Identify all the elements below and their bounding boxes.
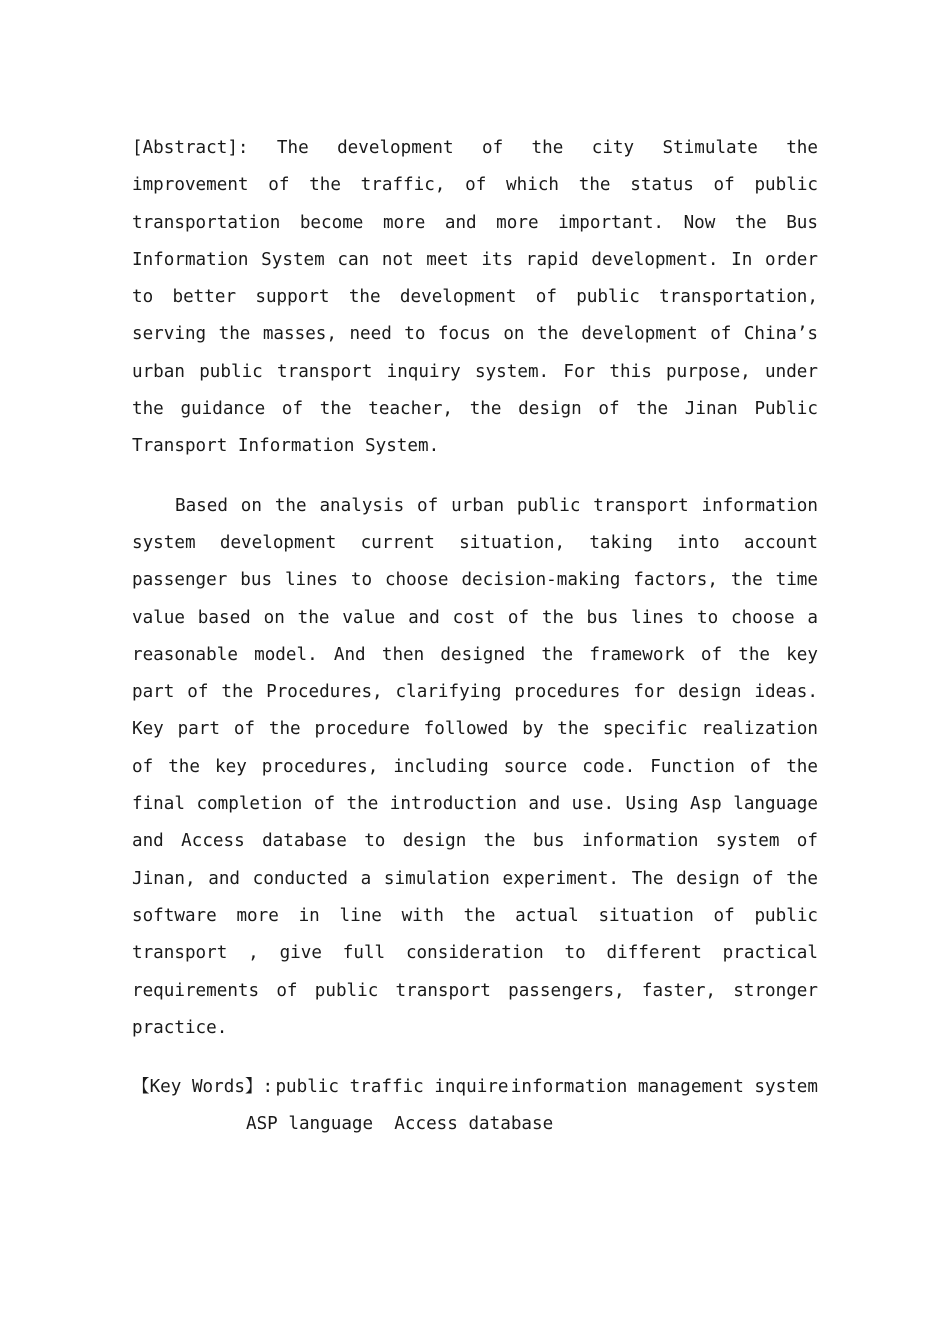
abstract-paragraph: [Abstract]: The development of the city Stimulate the improvement of the traffic, of which the status of public transportation become more and more important. Now the Bus Information System can not meet its rapid development. In order to better support the development of public transportation, serving the masses, need to focus on the development of China’s urban public transport inquiry system. For this purpose, under the guidance of the teacher, the design of the Jinan Public Transport Information System.: [132, 138, 818, 457]
abstract-page: [132, 130, 818, 1144]
keyword-item: ASP language: [246, 1114, 374, 1135]
keyword-item: public traffic inquire: [275, 1077, 509, 1098]
keywords-line-1: [132, 1069, 818, 1106]
keyword-item: Access database: [394, 1114, 554, 1135]
keywords-line-2: [132, 1106, 818, 1143]
body-paragraph: Based on the analysis of urban public transport information system development current situation, taking into account passenger bus lines to choose decision-making factors, the time value based on the value and cost of the bus lines to choose a reasonable model. And then designed the framework of the key part of the Procedures, clarifying procedures for design ideas. Key part of the procedure followed by the specific realization of the key procedures, including source code. Function of the final completion of the introduction and use. Using Asp language and Access database to design the bus information system of Jinan, and conducted a simulation experiment. The design of the software more in line with the actual situation of public transport , give full consideration to different practical requirements of public transport passengers, faster, stronger practice.: [132, 495, 818, 1038]
keywords-label: 【Key Words】:: [132, 1077, 274, 1098]
keywords-section: [132, 1069, 818, 1144]
keyword-item: information management system: [510, 1077, 818, 1098]
